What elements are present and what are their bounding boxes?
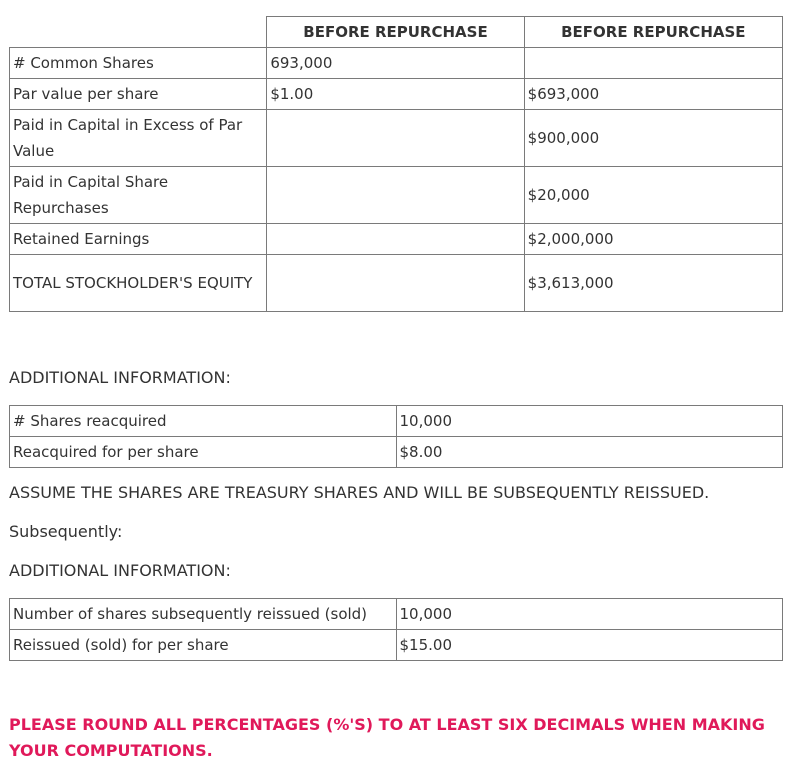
info-label: # Shares reacquired [10,406,397,437]
reissue-info-table [9,598,783,661]
table-row [10,599,783,630]
row-label: Paid in Capital Share Repurchases [10,167,267,224]
row-value-col2: $3,613,000 [524,255,782,312]
row-value-col1 [267,167,524,224]
table-row [10,110,783,167]
row-label: Retained Earnings [10,224,267,255]
row-value-col2: $20,000 [524,167,782,224]
table-row [10,79,783,110]
header-before-repurchase-1: BEFORE REPURCHASE [267,17,524,48]
info-value: 10,000 [396,599,783,630]
row-label: # Common Shares [10,48,267,79]
rounding-instruction-note: PLEASE ROUND ALL PERCENTAGES (%'S) TO AT LEAST SIX DECIMALS WHEN MAKING YOUR COMPUTATIONS. [9,715,765,760]
table-row [10,167,783,224]
table-row [10,224,783,255]
info-label: Reacquired for per share [10,437,397,468]
additional-information-heading-2: ADDITIONAL INFORMATION: [9,561,231,580]
table-row [10,255,783,312]
row-label: TOTAL STOCKHOLDER'S EQUITY [10,255,267,312]
row-value-col1: $1.00 [267,79,524,110]
info-value: 10,000 [396,406,783,437]
row-value-col2 [524,48,782,79]
table-header-row [10,17,783,48]
row-value-col2: $693,000 [524,79,782,110]
row-value-col1 [267,255,524,312]
header-before-repurchase-2: BEFORE REPURCHASE [524,17,782,48]
row-value-col2: $900,000 [524,110,782,167]
info-label: Reissued (sold) for per share [10,630,397,661]
stockholders-equity-table [9,16,783,312]
row-value-col1: 693,000 [267,48,524,79]
info-label: Number of shares subsequently reissued (sold) [10,599,397,630]
row-value-col1 [267,224,524,255]
row-value-col1 [267,110,524,167]
table-row [10,48,783,79]
header-corner-cell [10,17,267,48]
additional-information-heading: ADDITIONAL INFORMATION: [9,368,231,387]
row-value-col2: $2,000,000 [524,224,782,255]
table-row [10,630,783,661]
row-label: Par value per share [10,79,267,110]
subsequently-text: Subsequently: [9,522,123,541]
row-label: Paid in Capital in Excess of Par Value [10,110,267,167]
table-row [10,437,783,468]
repurchase-info-table [9,405,783,468]
table-row [10,406,783,437]
info-value: $15.00 [396,630,783,661]
info-value: $8.00 [396,437,783,468]
assumption-text: ASSUME THE SHARES ARE TREASURY SHARES AND WILL BE SUBSEQUENTLY REISSUED. [9,483,710,502]
